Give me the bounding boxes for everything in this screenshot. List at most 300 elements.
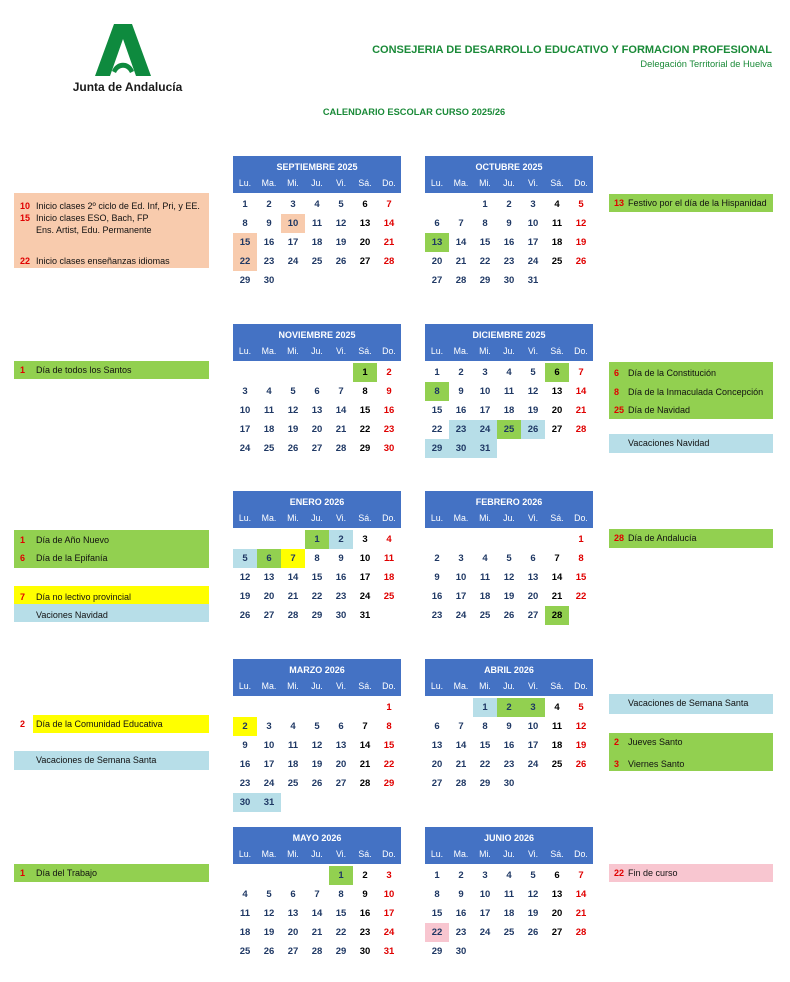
day-cell: 18 bbox=[383, 572, 395, 583]
weekday-label: Ma. bbox=[261, 513, 277, 523]
day-cell: 8 bbox=[242, 218, 248, 229]
day-cell: 1 bbox=[242, 199, 248, 210]
weekday-label: Ma. bbox=[453, 681, 469, 691]
month-name: JUNIO 2026 bbox=[483, 833, 535, 843]
day-cell: 18 bbox=[551, 740, 563, 751]
day-cell: 4 bbox=[386, 534, 392, 545]
weekday-label: Mi. bbox=[287, 849, 299, 859]
day-cell: 12 bbox=[239, 572, 251, 583]
day-cell: 6 bbox=[545, 363, 569, 382]
weekday-label: Vi. bbox=[527, 178, 539, 188]
month-header bbox=[425, 659, 593, 696]
day-cell: 26 bbox=[335, 256, 347, 267]
day-cell: 8 bbox=[482, 218, 488, 229]
day-cell: 30 bbox=[335, 610, 347, 621]
weekday-label: Do. bbox=[382, 849, 396, 859]
month-header bbox=[233, 324, 401, 361]
day-cell: 26 bbox=[239, 610, 251, 621]
weekday-label: Sá. bbox=[550, 513, 564, 523]
empty-day-cell bbox=[449, 530, 473, 549]
day-cell: 14 bbox=[551, 572, 563, 583]
weekday-label: Mi. bbox=[479, 178, 491, 188]
weekday-label: Lu. bbox=[238, 849, 252, 859]
week-row bbox=[233, 549, 401, 568]
day-cell: 1 bbox=[329, 866, 353, 885]
day-cell: 18 bbox=[239, 927, 251, 938]
day-grid bbox=[233, 363, 401, 458]
weekday-label: Ju. bbox=[311, 849, 323, 859]
legend-vacaciones-navidad-enero bbox=[14, 604, 209, 622]
day-cell: 23 bbox=[359, 927, 371, 938]
day-cell: 6 bbox=[434, 218, 440, 229]
day-cell: 1 bbox=[434, 870, 440, 881]
weekday-label: Vi. bbox=[335, 513, 347, 523]
day-cell: 21 bbox=[455, 759, 467, 770]
day-cell: 19 bbox=[527, 405, 539, 416]
legend-item bbox=[609, 437, 773, 449]
day-cell: 27 bbox=[287, 946, 299, 957]
day-cell: 26 bbox=[287, 443, 299, 454]
legend-item bbox=[609, 736, 773, 748]
day-cell: 24 bbox=[359, 591, 371, 602]
consejeria-heading: CONSEJERIA DE DESARROLLO EDUCATIVO Y FORMACION PROFESIONAL bbox=[372, 44, 772, 56]
legend-text: Fin de curso bbox=[628, 868, 678, 878]
day-cell: 11 bbox=[287, 740, 299, 751]
day-cell: 25 bbox=[383, 591, 395, 602]
empty-day-cell bbox=[305, 363, 329, 382]
empty-day-cell bbox=[497, 942, 521, 961]
weekday-label: Do. bbox=[382, 346, 396, 356]
day-cell: 21 bbox=[335, 424, 347, 435]
weekday-label: Ma. bbox=[261, 178, 277, 188]
day-cell: 1 bbox=[434, 367, 440, 378]
weekday-label: Ma. bbox=[453, 849, 469, 859]
empty-day-cell bbox=[281, 698, 305, 717]
week-row bbox=[425, 717, 593, 736]
day-cell: 10 bbox=[383, 889, 395, 900]
junta-andalucia-logo bbox=[95, 24, 151, 76]
legend-vacaciones-semana-santa-abril bbox=[609, 694, 773, 714]
day-cell: 19 bbox=[575, 740, 587, 751]
day-cell: 9 bbox=[434, 572, 440, 583]
weekday-label: Mi. bbox=[479, 346, 491, 356]
day-cell: 4 bbox=[266, 386, 272, 397]
month-septiembre bbox=[233, 156, 401, 290]
month-noviembre bbox=[233, 324, 401, 458]
day-cell: 20 bbox=[527, 591, 539, 602]
day-cell: 22 bbox=[383, 759, 395, 770]
empty-day-cell bbox=[425, 698, 449, 717]
legend-text: Vacaciones Navidad bbox=[628, 438, 710, 448]
legend-item-continuation bbox=[14, 224, 209, 236]
day-cell: 7 bbox=[314, 889, 320, 900]
day-cell: 23 bbox=[503, 256, 515, 267]
legend-day: 22 bbox=[20, 256, 31, 266]
day-cell: 30 bbox=[383, 443, 395, 454]
day-cell: 25 bbox=[479, 610, 491, 621]
weekday-label: Do. bbox=[574, 346, 588, 356]
day-cell: 2 bbox=[458, 870, 464, 881]
day-cell: 23 bbox=[335, 591, 347, 602]
weekday-label: Do. bbox=[574, 178, 588, 188]
legend-marzo-highlight bbox=[33, 715, 209, 733]
week-row bbox=[233, 363, 401, 382]
month-marzo bbox=[233, 659, 401, 812]
day-cell: 11 bbox=[551, 721, 563, 732]
day-cell: 11 bbox=[263, 405, 275, 416]
day-cell: 20 bbox=[263, 591, 275, 602]
day-cell: 11 bbox=[479, 572, 491, 583]
legend-diciembre bbox=[609, 362, 773, 419]
day-cell: 25 bbox=[551, 256, 563, 267]
day-cell: 19 bbox=[503, 591, 515, 602]
day-cell: 20 bbox=[551, 908, 563, 919]
empty-day-cell bbox=[257, 363, 281, 382]
day-cell: 21 bbox=[575, 405, 587, 416]
empty-day-cell bbox=[377, 793, 401, 812]
weekday-label: Do. bbox=[382, 513, 396, 523]
weekday-label: Ju. bbox=[311, 681, 323, 691]
month-enero bbox=[233, 491, 401, 625]
day-cell: 2 bbox=[329, 530, 353, 549]
day-cell: 28 bbox=[287, 610, 299, 621]
weekday-label: Sá. bbox=[358, 849, 372, 859]
day-cell: 11 bbox=[503, 889, 515, 900]
day-cell: 5 bbox=[290, 386, 296, 397]
day-cell: 21 bbox=[551, 591, 563, 602]
day-cell: 13 bbox=[359, 218, 371, 229]
legend-day: 1 bbox=[20, 868, 26, 878]
day-cell: 9 bbox=[386, 386, 392, 397]
legend-item bbox=[14, 609, 209, 621]
day-cell: 16 bbox=[503, 237, 515, 248]
day-cell: 14 bbox=[455, 237, 467, 248]
day-cell: 17 bbox=[239, 424, 251, 435]
day-cell: 1 bbox=[473, 698, 497, 717]
weekday-label: Do. bbox=[574, 849, 588, 859]
day-cell: 3 bbox=[290, 199, 296, 210]
day-cell: 24 bbox=[479, 927, 491, 938]
weekday-label: Mi. bbox=[287, 681, 299, 691]
day-grid bbox=[233, 195, 401, 290]
empty-day-cell bbox=[473, 530, 497, 549]
weekday-label: Vi. bbox=[527, 513, 539, 523]
empty-day-cell bbox=[521, 530, 545, 549]
week-row bbox=[425, 942, 593, 961]
day-cell: 26 bbox=[503, 610, 515, 621]
legend-text: Día de la Comunidad Educativa bbox=[36, 719, 163, 729]
week-row bbox=[425, 233, 593, 252]
day-cell: 3 bbox=[482, 870, 488, 881]
day-cell: 10 bbox=[281, 214, 305, 233]
day-cell: 20 bbox=[335, 759, 347, 770]
empty-day-cell bbox=[545, 439, 569, 458]
empty-day-cell bbox=[473, 942, 497, 961]
day-cell: 15 bbox=[479, 237, 491, 248]
weekday-label: Vi. bbox=[527, 849, 539, 859]
weekday-label: Vi. bbox=[527, 681, 539, 691]
legend-febrero bbox=[609, 529, 773, 548]
day-cell: 28 bbox=[383, 256, 395, 267]
day-cell: 12 bbox=[527, 889, 539, 900]
day-cell: 23 bbox=[455, 927, 467, 938]
day-cell: 15 bbox=[311, 572, 323, 583]
weekday-label: Sá. bbox=[550, 681, 564, 691]
day-cell: 10 bbox=[479, 386, 491, 397]
day-cell: 15 bbox=[359, 405, 371, 416]
legend-text: Día de Año Nuevo bbox=[36, 535, 110, 545]
day-cell: 2 bbox=[506, 199, 512, 210]
day-cell: 10 bbox=[359, 553, 371, 564]
week-row bbox=[233, 606, 401, 625]
weekday-label: Lu. bbox=[238, 681, 252, 691]
day-cell: 17 bbox=[455, 591, 467, 602]
day-cell: 29 bbox=[479, 778, 491, 789]
day-cell: 16 bbox=[455, 405, 467, 416]
day-cell: 10 bbox=[239, 405, 251, 416]
day-cell: 17 bbox=[527, 740, 539, 751]
empty-day-cell bbox=[569, 606, 593, 625]
day-cell: 5 bbox=[338, 199, 344, 210]
legend-text: Día de Navidad bbox=[628, 405, 691, 415]
weekday-label: Sá. bbox=[550, 178, 564, 188]
day-cell: 5 bbox=[530, 367, 536, 378]
day-cell: 27 bbox=[311, 443, 323, 454]
day-cell: 8 bbox=[338, 889, 344, 900]
week-row bbox=[425, 885, 593, 904]
legend-item bbox=[609, 404, 773, 416]
legend-text: Día de la Epifanía bbox=[36, 553, 108, 563]
day-cell: 19 bbox=[287, 424, 299, 435]
day-cell: 5 bbox=[314, 721, 320, 732]
legend-text: Ens. Artist, Edu. Permanente bbox=[36, 225, 152, 235]
day-cell: 6 bbox=[314, 386, 320, 397]
weekday-row bbox=[425, 344, 593, 361]
day-cell: 13 bbox=[551, 889, 563, 900]
weekday-label: Vi. bbox=[335, 681, 347, 691]
day-cell: 26 bbox=[311, 778, 323, 789]
month-header bbox=[233, 827, 401, 864]
day-grid bbox=[425, 866, 593, 961]
day-cell: 2 bbox=[434, 553, 440, 564]
week-row bbox=[233, 793, 401, 812]
day-cell: 19 bbox=[335, 237, 347, 248]
empty-day-cell bbox=[329, 793, 353, 812]
day-cell: 9 bbox=[242, 740, 248, 751]
day-cell: 3 bbox=[242, 386, 248, 397]
day-cell: 3 bbox=[482, 367, 488, 378]
day-cell: 16 bbox=[383, 405, 395, 416]
legend-item bbox=[609, 367, 773, 379]
day-cell: 10 bbox=[263, 740, 275, 751]
day-grid bbox=[425, 363, 593, 458]
day-cell: 24 bbox=[383, 927, 395, 938]
day-cell: 14 bbox=[287, 572, 299, 583]
day-cell: 9 bbox=[362, 889, 368, 900]
empty-day-cell bbox=[329, 363, 353, 382]
day-cell: 21 bbox=[359, 759, 371, 770]
day-cell: 17 bbox=[359, 572, 371, 583]
day-cell: 8 bbox=[425, 382, 449, 401]
day-cell: 2 bbox=[386, 367, 392, 378]
weekday-label: Mi. bbox=[479, 513, 491, 523]
week-row bbox=[233, 382, 401, 401]
day-cell: 28 bbox=[575, 927, 587, 938]
month-febrero bbox=[425, 491, 593, 625]
day-cell: 7 bbox=[458, 721, 464, 732]
day-cell: 23 bbox=[383, 424, 395, 435]
empty-day-cell bbox=[425, 195, 449, 214]
day-cell: 13 bbox=[335, 740, 347, 751]
month-name: FEBRERO 2026 bbox=[475, 497, 543, 507]
day-cell: 9 bbox=[338, 553, 344, 564]
day-cell: 26 bbox=[527, 927, 539, 938]
weekday-label: Lu. bbox=[238, 513, 252, 523]
week-row bbox=[233, 568, 401, 587]
day-cell: 24 bbox=[239, 443, 251, 454]
month-header bbox=[233, 659, 401, 696]
day-cell: 16 bbox=[431, 591, 443, 602]
day-grid bbox=[233, 698, 401, 812]
month-mayo bbox=[233, 827, 401, 961]
day-cell: 23 bbox=[239, 778, 251, 789]
week-row bbox=[425, 866, 593, 885]
week-row bbox=[233, 195, 401, 214]
week-row bbox=[425, 568, 593, 587]
empty-day-cell bbox=[569, 439, 593, 458]
week-row bbox=[233, 885, 401, 904]
day-cell: 5 bbox=[578, 199, 584, 210]
day-cell: 27 bbox=[527, 610, 539, 621]
day-cell: 6 bbox=[434, 721, 440, 732]
day-cell: 6 bbox=[257, 549, 281, 568]
day-cell: 17 bbox=[479, 405, 491, 416]
legend-day: 1 bbox=[20, 535, 26, 545]
day-cell: 22 bbox=[425, 923, 449, 942]
legend-day: 7 bbox=[20, 592, 26, 602]
month-name: NOVIEMBRE 2025 bbox=[278, 330, 356, 340]
month-header bbox=[425, 324, 593, 361]
week-row bbox=[425, 214, 593, 233]
day-cell: 31 bbox=[359, 610, 371, 621]
day-cell: 13 bbox=[263, 572, 275, 583]
weekday-label: Ju. bbox=[503, 849, 515, 859]
empty-day-cell bbox=[233, 866, 257, 885]
weekday-label: Ju. bbox=[503, 513, 515, 523]
weekday-label: Vi. bbox=[335, 849, 347, 859]
day-cell: 14 bbox=[455, 740, 467, 751]
weekday-label: Mi. bbox=[287, 178, 299, 188]
day-cell: 6 bbox=[554, 870, 560, 881]
day-cell: 28 bbox=[335, 443, 347, 454]
page-title: CALENDARIO ESCOLAR CURSO 2025/26 bbox=[322, 107, 506, 117]
day-cell: 26 bbox=[521, 420, 545, 439]
day-cell: 9 bbox=[458, 889, 464, 900]
day-cell: 15 bbox=[383, 740, 395, 751]
day-cell: 8 bbox=[482, 721, 488, 732]
week-row bbox=[233, 774, 401, 793]
day-cell: 31 bbox=[383, 946, 395, 957]
day-cell: 30 bbox=[455, 946, 467, 957]
month-name: OCTUBRE 2025 bbox=[475, 162, 543, 172]
day-cell: 5 bbox=[578, 702, 584, 713]
legend-item-text bbox=[33, 718, 209, 730]
day-cell: 14 bbox=[383, 218, 395, 229]
day-cell: 22 bbox=[431, 424, 443, 435]
legend-day: 2 bbox=[20, 719, 26, 729]
day-cell: 11 bbox=[503, 386, 515, 397]
day-cell: 22 bbox=[359, 424, 371, 435]
weekday-label: Do. bbox=[382, 178, 396, 188]
empty-day-cell bbox=[305, 793, 329, 812]
day-cell: 7 bbox=[578, 367, 584, 378]
empty-day-cell bbox=[281, 866, 305, 885]
day-cell: 31 bbox=[257, 793, 281, 812]
empty-day-cell bbox=[569, 942, 593, 961]
month-name: ENERO 2026 bbox=[289, 497, 345, 507]
week-row bbox=[233, 755, 401, 774]
weekday-label: Ma. bbox=[261, 681, 277, 691]
day-grid bbox=[425, 530, 593, 625]
day-cell: 8 bbox=[434, 889, 440, 900]
legend-octubre bbox=[609, 194, 773, 212]
day-cell: 4 bbox=[314, 199, 320, 210]
week-row bbox=[233, 587, 401, 606]
day-cell: 7 bbox=[338, 386, 344, 397]
day-cell: 13 bbox=[431, 740, 443, 751]
day-cell: 9 bbox=[506, 721, 512, 732]
day-grid bbox=[233, 866, 401, 961]
day-cell: 29 bbox=[359, 443, 371, 454]
legend-text: Día del Trabajo bbox=[36, 868, 98, 878]
day-cell: 12 bbox=[527, 386, 539, 397]
day-cell: 25 bbox=[239, 946, 251, 957]
day-cell: 22 bbox=[233, 252, 257, 271]
weekday-label: Lu. bbox=[430, 681, 444, 691]
logo-text: Junta de Andalucía bbox=[72, 80, 183, 94]
week-row bbox=[425, 755, 593, 774]
week-row bbox=[425, 530, 593, 549]
legend-text: Inicio clases ESO, Bach, FP bbox=[36, 213, 149, 223]
day-cell: 25 bbox=[503, 927, 515, 938]
weekday-label: Sá. bbox=[550, 346, 564, 356]
legend-day: 2 bbox=[614, 737, 620, 747]
day-cell: 10 bbox=[479, 889, 491, 900]
weekday-row bbox=[425, 176, 593, 193]
weekday-label: Lu. bbox=[430, 346, 444, 356]
day-cell: 4 bbox=[506, 367, 512, 378]
day-cell: 6 bbox=[530, 553, 536, 564]
day-cell: 18 bbox=[287, 759, 299, 770]
week-row bbox=[425, 904, 593, 923]
day-cell: 15 bbox=[233, 233, 257, 252]
day-cell: 16 bbox=[263, 237, 275, 248]
legend-day: 6 bbox=[614, 368, 620, 378]
day-cell: 7 bbox=[281, 549, 305, 568]
month-name: SEPTIEMBRE 2025 bbox=[276, 162, 358, 172]
legend-item bbox=[14, 754, 209, 766]
month-header bbox=[425, 156, 593, 193]
day-cell: 4 bbox=[242, 889, 248, 900]
day-cell: 30 bbox=[449, 439, 473, 458]
month-junio bbox=[425, 827, 593, 961]
day-cell: 7 bbox=[458, 218, 464, 229]
day-cell: 2 bbox=[233, 717, 257, 736]
weekday-label: Mi. bbox=[287, 346, 299, 356]
empty-day-cell bbox=[545, 942, 569, 961]
legend-day: 22 bbox=[614, 868, 625, 878]
day-cell: 15 bbox=[431, 908, 443, 919]
